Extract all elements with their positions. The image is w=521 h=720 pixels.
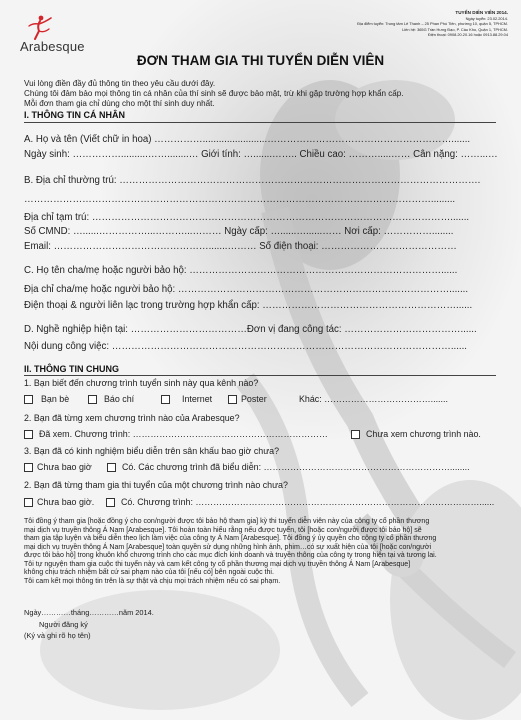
signer-label: Người đăng ký	[39, 620, 88, 629]
option-friends-label: Bạn bè	[41, 394, 70, 404]
auditioned-program-field[interactable]: Có. Chương trình: ……………………………………………………………………………………......	[121, 497, 495, 507]
header-phone: Điện thoại: 0908.20.20.16 hoặc 0913.88.29.04	[427, 32, 508, 38]
checkbox-never-performed[interactable]	[24, 463, 33, 472]
section-general-info-title: II. THÔNG TIN CHUNG	[24, 364, 119, 374]
form-title: ĐƠN THAM GIA THI TUYỂN DIỄN VIÊN	[136, 53, 385, 68]
permanent-address-field[interactable]: B. Địa chỉ thường trú: ………………………………………………………………………………………………….	[24, 175, 481, 186]
temporary-address-field[interactable]: Địa chỉ tạm trú: ………………………………………………………………………………………………….......	[24, 212, 470, 223]
question-3: 3. Bạn đã có kinh nghiệm biểu diễn trên sân khấu bao giờ chưa?	[24, 446, 280, 456]
watched-program-field[interactable]: Đã xem. Chương trình: …………………………………………………………	[39, 429, 328, 439]
never-performed-label: Chưa bao giờ	[37, 462, 92, 472]
header-date: Ngày tuyển: 23.02.2014.	[465, 15, 508, 21]
not-watched-label: Chưa xem chương trình nào.	[366, 429, 481, 439]
checkbox-internet[interactable]	[161, 395, 170, 404]
declaration-line: mại dịch vụ truyền thông Á Nam [Arabesque]. Tôi hoàn toàn hiểu rằng nếu được tuyển, tôi [hoặc con/người được tôi bảo hộ] sẽ	[24, 526, 422, 534]
section-personal-info-title: I. THÔNG TIN CÁ NHÂN	[24, 110, 125, 120]
question-1: 1. Bạn biết đến chương trình tuyển sinh này qua kênh nào?	[24, 378, 259, 388]
guardian-name-field[interactable]: C. Họ tên cha/mẹ hoặc người bảo hộ: ……………………………………………………………………......	[24, 265, 458, 276]
full-name-field[interactable]: A. Họ và tên (Viết chữ in hoa) ……………........................………………………………………………….......	[24, 134, 471, 145]
signature-date-field[interactable]: Ngày…………tháng…………năm 2014.	[24, 608, 154, 617]
checkbox-has-auditioned[interactable]	[106, 498, 115, 507]
declaration-line: Tôi tự nguyện tham gia cuộc thi tuyển này và cam kết công ty cổ phần thương mại dịch vụ truyền thông Á Nam [Arabesque]	[24, 560, 411, 568]
section-divider	[24, 375, 496, 376]
performed-programs-field[interactable]: Có. Các chương trình đã biểu diễn: ………………………………………………………........	[122, 462, 470, 472]
declaration-paragraph	[24, 518, 502, 586]
permanent-address-continued-field[interactable]: ……………………………………………………………………………………………………………….........	[24, 194, 456, 205]
intro-line-3: Mỗi đơn tham gia chỉ dùng cho một thí sinh duy nhất.	[24, 99, 215, 108]
checkbox-poster[interactable]	[228, 395, 237, 404]
intro-line-2: Chúng tôi đảm bảo mọi thông tin cá nhân của thí sinh sẽ được bảo mật, trừ khi gặp trường hợp khẩn cấp.	[24, 89, 404, 98]
checkbox-friends[interactable]	[24, 395, 33, 404]
email-phone-field[interactable]: Email: ………………………………………….......……… Số điện thoại: ……………………………………	[24, 241, 457, 252]
checkbox-not-watched[interactable]	[351, 430, 360, 439]
checkbox-press[interactable]	[88, 395, 97, 404]
emergency-contact-field[interactable]: Điện thoại & người liên lạc trong trường hợp khẩn cấp: ……………………………………………………......	[24, 300, 473, 311]
declaration-line: tham gia tập luyện và biểu diễn theo lịch làm việc của công ty Á Nam [Arabesque]. Tôi đồng ý ủy quyền cho công ty cổ phần thương	[24, 535, 437, 543]
question-2: 2. Bạn đã từng xem chương trình nào của Arabesque?	[24, 413, 240, 423]
header-event-title: TUYỂN DIỄN VIÊN 2014.	[455, 10, 508, 15]
checkbox-never-auditioned[interactable]	[24, 498, 33, 507]
option-press-label: Báo chí	[104, 394, 135, 404]
checkbox-watched[interactable]	[24, 430, 33, 439]
logo-wordmark: Arabesque	[20, 39, 85, 54]
header-contact-info	[357, 10, 508, 38]
intro-line-1: Vui lòng điền đầy đủ thông tin theo yêu cầu dưới đây.	[24, 79, 216, 88]
guardian-address-field[interactable]: Địa chỉ cha/mẹ hoặc người bảo hộ: ………………………………………………………………………….......	[24, 284, 469, 295]
dob-gender-height-weight-field[interactable]: Ngày sinh: ……………..........……........… Giới tính: ….......…….. Chiều cao: ……….....…… Cân nặng: ……...…	[24, 149, 498, 160]
declaration-line: Tôi cam kết mọi thông tin trên là sự thật và chịu mọi trách nhiệm nếu có sai phạm.	[24, 577, 281, 585]
option-other-field[interactable]: Khác: ……………………………….......	[299, 394, 448, 404]
option-internet-label: Internet	[182, 394, 213, 404]
checkbox-has-performed[interactable]	[107, 463, 116, 472]
signer-note: (Ký và ghi rõ họ tên)	[24, 631, 91, 640]
arabesque-dancer-logo-icon	[27, 14, 53, 40]
id-card-field[interactable]: Số CMND: …......……………...………...……… Ngày cấp: …......…......…… Nơi cấp: ……………........	[24, 226, 454, 237]
declaration-line: mại dịch vụ truyền thông Á Nam [Arabesque] toàn quyền sử dụng những hình ảnh, phim…có sự xuất hiện của tôi [hoặc con/người	[24, 543, 432, 551]
declaration-line: không chịu trách nhiệm bất cứ sai phạm nào của tôi [nếu có] bên ngoài cuộc thi.	[24, 569, 274, 577]
header-contact-address: Liên hệ: 365G Trần Hưng Đạo, P. Cầu Kho, Quận 1, TPHCM.	[402, 26, 508, 32]
question-4: 2. Bạn đã từng tham gia thi tuyển của một chương trình nào chưa?	[24, 480, 288, 490]
header-venue: Địa điểm tuyển: Trung tâm Lê Thanh – 25 Phan Phú Tiên, phường 10, quận 5, TPHCM.	[357, 21, 508, 27]
section-divider	[24, 122, 496, 123]
job-content-field[interactable]: Nội dung công việc: ……………………………………………………………………………………………......	[24, 341, 467, 352]
never-auditioned-label: Chưa bao giờ.	[37, 497, 95, 507]
declaration-line: Tôi đồng ý tham gia [hoặc đồng ý cho con/người được tôi bảo hộ tham gia] kỳ thi tuyển diễn viên này của công ty cổ phần thương	[24, 518, 430, 525]
option-poster-label: Poster	[241, 394, 267, 404]
declaration-line: được tôi bảo hộ] trong khuôn khổ chương trình cho các mục đích kinh doanh và truyền thông của công ty trong hiện tại và tương lai.	[24, 552, 437, 560]
occupation-workplace-field[interactable]: D. Nghề nghiệp hiện tại: ………………………………Đơn vị đang công tác: ………………………………......	[24, 324, 477, 335]
